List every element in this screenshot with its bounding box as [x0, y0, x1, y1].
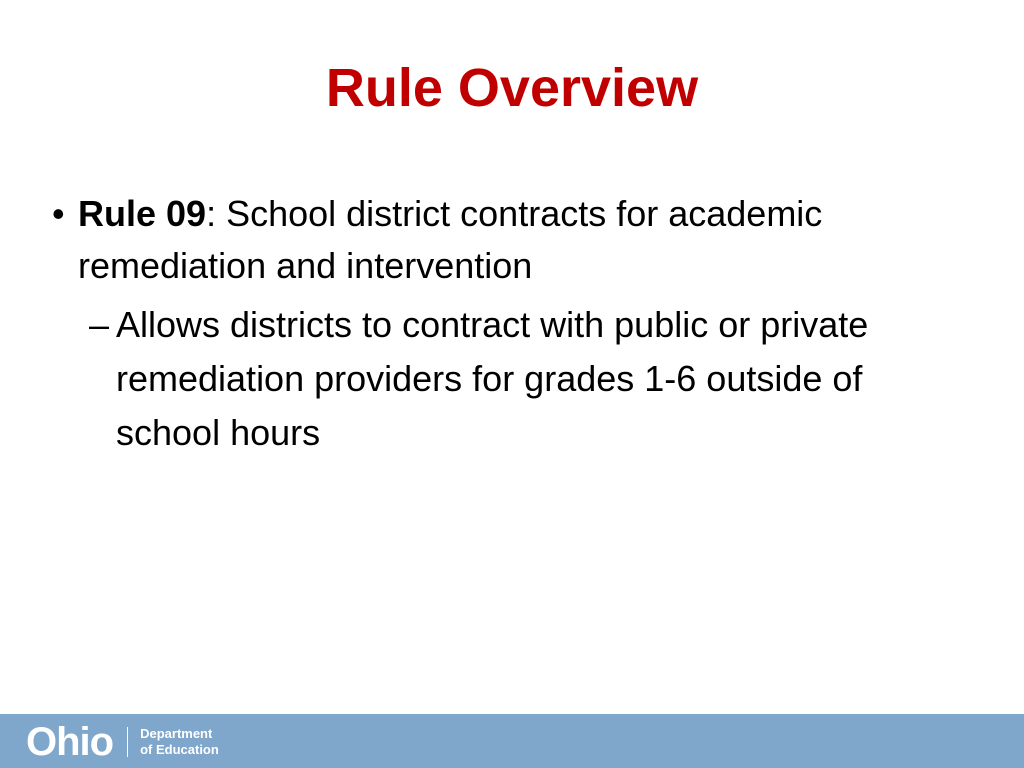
logo-ohio-wordmark: Ohio: [26, 720, 114, 764]
bullet-bold-lead: Rule 09: [78, 193, 207, 234]
footer-bar: [0, 714, 1024, 768]
logo-dept-line2: of Education: [140, 742, 219, 757]
bullet-marker: •: [52, 193, 65, 234]
sub-bullet-text: Allows districts to contract with public or private remediation providers for grades 1-6 outside of school hours: [116, 304, 869, 453]
logo-divider: [127, 727, 128, 757]
sub-bullet-marker: –: [89, 304, 110, 345]
slide-content: [52, 188, 992, 460]
sub-bullet-allows-districts: [89, 298, 976, 460]
bullet-rule-09: [52, 188, 992, 292]
slide-title: Rule Overview: [325, 58, 699, 118]
ohio-department-of-education-logo: [26, 722, 219, 762]
logo-dept-line1: Department: [140, 726, 213, 741]
logo-department-text: [140, 726, 219, 758]
bullet-text: : School district contracts for academic remediation and intervention: [78, 193, 823, 286]
